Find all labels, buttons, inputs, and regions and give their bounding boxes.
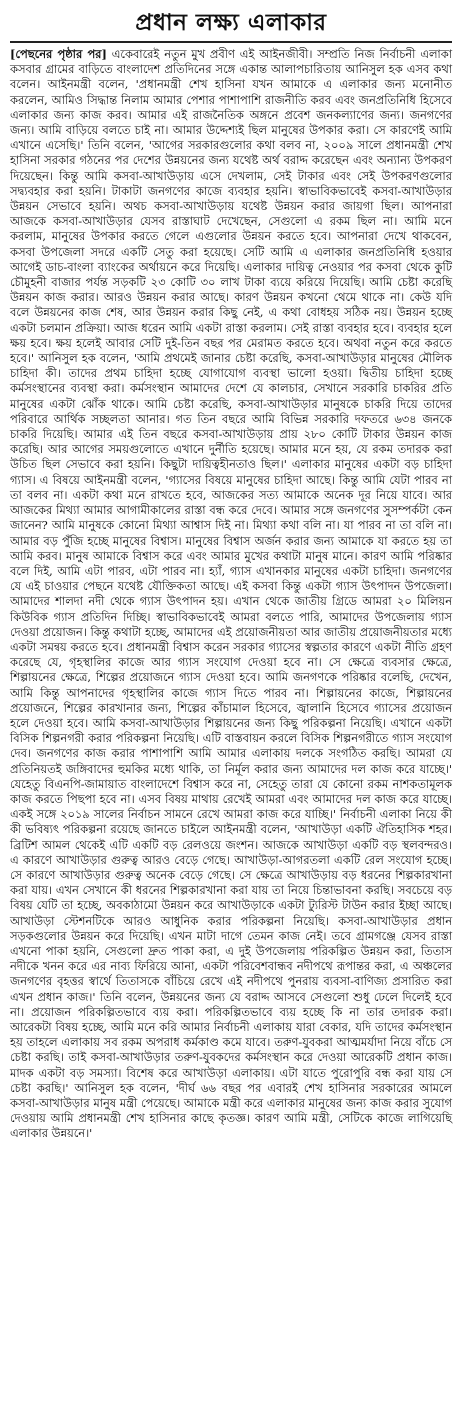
article-paragraph xyxy=(10,47,452,1142)
article-body xyxy=(10,47,452,1142)
headline-bar xyxy=(10,10,452,43)
article-text: একেবারেই নতুন মুখ প্রবীণ এই আইনজীবী। সম্প্রতি নিজ নির্বাচনী এলাকা কসবার গ্রামের বাড়িতে বাংলাদেশ প্রতিদিনের সঙ্গে একান্ত আলাপচারিতায় আনিসুল হক এসব কথা বলেন। আইনমন্ত্রী বলেন, 'প্রধানমন্ত্রী শেখ হাসিনা যখন আমাকে এ এলাকার জন্য মনোনীত করলেন, আমিও সিদ্ধান্ত নিলাম আমার পেশার পাশাপাশি রাজনীতি করব এবং জনপ্রতিনিধি হিসেবে এলাকার জন্য কাজ করব। আমার এই রাজনৈতিক অঙ্গনে প্রবেশ জনকল্যাণের জন্য। জনগণের জন্য। আমি বাড়িয়ে বলতে চাই না। আমার উদ্দেশ্যই ছিল মানুষের উপকার করা। সে কারণেই আমি এখানে এসেছি।' তিনি বলেন, 'আগের সরকারগুলোর কথা বলব না, ২০০৯ সালে প্রধানমন্ত্রী শেখ হাসিনা সরকার গঠনের পর দেশের উন্নয়নের জন্য যথেষ্ট অর্থ বরাদ্দ করেছেন এবং অন্যান্য উপকরণ দিয়েছেন। কিন্তু আমি কসবা-আখাউড়ায় এসে দেখলাম, সেই টাকার এবং সেই উপকরণগুলোর সদ্ব্যবহার করা হয়নি। টাকাটা জনগণের কাজে ব্যবহার হয়নি। স্বাভাবিকভাবেই কসবা-আখাউড়ার উন্নয়ন সেভাবে হয়নি। অথচ কসবা-আখাউড়ায় যথেষ্ট উন্নয়ন করার জায়গা ছিল। আপনারা আজকে কসবা-আখাউড়ার যেসব রাস্তাঘাট দেখেছেন, সেগুলো এ রকম ছিল না। আমি মনে করলাম, মানুষের উপকার করতে গেলে এগুলোর উন্নয়ন করতে হবে। আপনারা দেখে থাকবেন, কসবা উপজেলা সদরে একটি সেতু করা হয়েছে। সেটি আমি এ এলাকার জনপ্রতিনিধি হওয়ার আগেই ডাচ-বাংলা ব্যাংকের অর্থায়নে করে দিয়েছি। এলাকার দায়িত্ব নেওয়ার পর কসবা থেকে কুটি চৌমুহনী বাজার পর্যন্ত সড়কটি ২৩ কোটি ৩০ লাখ টাকা ব্যয়ে করিয়ে দিয়েছি। আমি চেষ্টা করেছি উন্নয়ন কাজ করার। আরও উন্নয়ন করার আছে। কারণ উন্নয়ন কখনো থেমে থাকে না। কেউ যদি বলে উন্নয়নের কাজ শেষ, আর উন্নয়ন করার কিছু নেই, এ কথা বোধহয় সঠিক নয়। উন্নয়ন হচ্ছে একটা চলমান প্রক্রিয়া। আজ ধরেন আমি একটা রাস্তা করলাম। সেই রাস্তা ব্যবহার হবে। ব্যবহার হলে ক্ষয় হবে। ক্ষয় হলেই আবার সেটি দুই-তিন বছর পর মেরামত করতে হবে। অথবা নতুন করে করতে হবে।' আনিসুল হক বলেন, 'আমি প্রথমেই জানার চেষ্টা করেছি, কসবা-আখাউড়ার মানুষের মৌলিক চাহিদা কী। তাদের প্রথম চাহিদা হচ্ছে যোগাযোগ ব্যবস্থা ভালো হওয়া। দ্বিতীয় চাহিদা হচ্ছে কর্মসংস্থানের ব্যবস্থা করা। কর্মসংস্থান আমাদের দেশে যে কালচার, সেখানে সরকারি চাকরির প্রতি মানুষের একটা ঝোঁক থাকে। আমি চেষ্টা করেছি, কসবা-আখাউড়ার মানুষকে চাকরি দিয়ে তাদের পরিবারে আর্থিক সচ্ছলতা আনার। গত তিন বছরে আমি বিভিন্ন সরকারি দফতরে ৬৩৪ জনকে চাকরি দিয়েছি। আমার এই তিন বছরে কসবা-আখাউড়ায় প্রায় ২৮০ কোটি টাকার উন্নয়ন কাজ করেছি। আর আগের সময়গুলোতে এখানে দুর্নীতি হয়েছে। আমার মনে হয়, যে রকম তদারক করা উচিত ছিল সেভাবে করা হয়নি। কিছুটা দায়িত্বহীনতাও ছিল।' এলাকার মানুষের একটা বড় চাহিদা গ্যাস। এ বিষয়ে আইনমন্ত্রী বলেন, 'গ্যাসের বিষয়ে মানুষের চাহিদা আছে। কিন্তু আমি যেটা পারব না তা বলব না। একটা কথা মনে রাখতে হবে, আজকের সত্য আমাকে অনেক দূর নিয়ে যাবে। আর আজকের মিথ্যা আমার আগামীকালের রাস্তা বন্ধ করে দেবে। আমার সঙ্গে জনগণের সুসম্পর্কটা কেন জানেন? আমি মানুষকে কোনো মিথ্যা আশ্বাস দিই না। মিথ্যা কথা বলি না। যা পারব না তা বলি না। আমার বড় পুঁজি হচ্ছে মানুষের বিশ্বাস। মানুষের বিশ্বাস অর্জন করার জন্য আমাকে যা করতে হয় তা আমি করব। মানুষ আমাকে বিশ্বাস করে এবং আমার মুখের কথাটা মানুষ মানে। কারণ আমি পরিষ্কার বলে দিই, আমি এটা পারব, এটা পারব না। হ্যাঁ, গ্যাস এখানকার মানুষের একটা চাহিদা। জনগণের যে এই চাওয়ার পেছনে যথেষ্ট যৌক্তিকতা আছে। এই কসবা কিন্তু একটা গ্যাস উৎপাদন উপজেলা। আমাদের শালদা নদী থেকে গ্যাস উৎপাদন হয়। এখান থেকে জাতীয় গ্রিডে আমরা ২০ মিলিয়ন কিউবিক গ্যাস প্রতিদিন দিচ্ছি। স্বাভাবিকভাবেই আমরা বলতে পারি, আমাদের উপজেলায় গ্যাস দেওয়া প্রয়োজন। কিন্তু কথাটা হচ্ছে, আমাদের এই প্রয়োজনীয়তা আর জাতীয় প্রয়োজনীয়তার মধ্যে একটা সমন্বয় করতে হবে। প্রধানমন্ত্রী বিশ্বাস করেন সরকার গ্যাসের স্বল্পতার কারণে একটা নীতি গ্রহণ করেছে যে, গৃহস্থালির কাজে আর গ্যাস সংযোগ দেওয়া হবে না। সে ক্ষেত্রে ব্যবসার ক্ষেত্রে, শিল্পায়নের ক্ষেত্রে, শিল্পের প্রয়োজনে গ্যাস দেওয়া হবে। আমি জনগণকে পরিষ্কার বলেছি, দেখেন, আমি কিন্তু আপনাদের গৃহস্থালির কাজে গ্যাস দিতে পারব না। শিল্পায়নের কাজে, শিল্পায়নের প্রয়োজনে, শিল্পের কারখানার জন্য, শিল্পের কাঁচামাল হিসেবে, জ্বালানি হিসেবে গ্যাসের প্রয়োজন হলে দেওয়া হবে। আমি কসবা-আখাউড়ার শিল্পায়নের জন্য কিছু পরিকল্পনা নিয়েছি। এখানে একটা বিসিক শিল্পনগরী করার পরিকল্পনা নিয়েছি। এটি বাস্তবায়ন করলে বিসিক শিল্পনগরীতে গ্যাস সংযোগ দেব। জনগণের কাজ করার পাশাপাশি আমি আমার এলাকায় দলকে সংগঠিত করছি। আমরা যে প্রতিনিয়তই জঙ্গিবাদের হুমকির মধ্যে থাকি, তা নির্মূল করার জন্য আমাদের দল কাজ করে যাচ্ছে।' যেহেতু বিএনপি-জামায়াত বাংলাদেশে বিশ্বাস করে না, সেহেতু তারা যে কোনো রকম নাশকতামূলক কাজ করতে পিছপা হবে না। এসব বিষয় মাথায় রেখেই আমরা এবং আমাদের দল কাজ করে যাচ্ছে। একই সঙ্গে ২০১৯ সালের নির্বাচন সামনে রেখে আমরা কাজ করে যাচ্ছি।' নির্বাচনী এলাকা নিয়ে কী কী ভবিষ্যৎ পরিকল্পনা রয়েছে জানতে চাইলে আইনমন্ত্রী বলেন, 'আখাউড়া একটি ঐতিহাসিক শহর। ব্রিটিশ আমল থেকেই এটি একটি বড় রেলওয়ে জংশন। আজকে আখাউড়া একটি বড় স্থলবন্দরও। এ কারণে আখাউড়ার গুরুত্ব আরও বেড়ে গেছে। আখাউড়া-আগরতলা একটি রেল সংযোগ হচ্ছে। সে কারণে আখাউড়ার গুরুত্ব অনেক বেড়ে গেছে। সে ক্ষেত্রে আখাউড়ায় বড় ধরনের শিল্পকারখানা করা যায়। এখন সেখানে কী ধরনের শিল্পকারখানা করা যায় তা নিয়ে চিন্তাভাবনা করছি। সবচেয়ে বড় বিষয় যেটি তা হচ্ছে, অবকাঠামো উন্নয়ন করে আখাউড়াকে একটা ট্যুরিস্ট টাউন করার ইচ্ছা আছে। আখাউড়া স্টেশনটিকে আরও আধুনিক করার পরিকল্পনা নিয়েছি। কসবা-আখাউড়ার প্রধান সড়কগুলোর উন্নয়ন করে দিয়েছি। এখন মাটা দাগে তেমন কাজ নেই। তবে গ্রামগঞ্জে যেসব রাস্তা এখনো পাকা হয়নি, সেগুলো দ্রুত পাকা করা, এ দুই উপজেলায় পরিকল্পিত উন্নয়ন করা, তিতাস নদীকে খনন করে এর নাব্য ফিরিয়ে আনা, একটা পরিবেশবান্ধব নদীপথে রূপান্তর করা, এ অঞ্চলের জনগণের বৃহত্তর স্বার্থে তিতাসকে বাঁচিয়ে রেখে এই নদীপথে পুনরায় ব্যবসা-বাণিজ্য প্রসারিত করা এখন প্রধান কাজ।' তিনি বলেন, উন্নয়নের জন্য যে বরাদ্দ আসবে সেগুলো শুধু ঢেলে দিলেই হবে না। প্রয়োজন পরিকল্পিতভাবে ব্যয় করা। পরিকল্পিতভাবে ব্যয় হচ্ছে কি না তার তদারক করা। আরেকটা বিষয় হচ্ছে, আমি মনে করি আমার নির্বাচনী এলাকায় যারা বেকার, যদি তাদের কর্মসংস্থান হয় তাহলে এলাকায় সব রকম অপরাধ কর্মকাণ্ড কমে যাবে। তরুণ-যুবকরা আত্মমর্যাদা নিয়ে বাঁচে সে চেষ্টা করছি। তাই কসবা-আখাউড়ার তরুণ-যুবকদের কর্মসংস্থান করে দেওয়া আরেকটি প্রধান কাজ। মাদক একটা বড় সমস্যা। বিশেষ করে আখাউড়া এলাকায়। এটা যাতে পুরোপুরি বন্ধ করা যায় সে চেষ্টা করছি।' আনিসুল হক বলেন, 'দীর্ঘ ৬৬ বছর পর এবারই শেখ হাসিনার সরকারের আমলে কসবা-আখাউড়ার মানুষ মন্ত্রী পেয়েছে। আমাকে মন্ত্রী করে এলাকার মানুষের জন্য কাজ করার সুযোগ দেওয়ায় আমি প্রধানমন্ত্রী শেখ হাসিনার কাছে কৃতজ্ঞ। কারণ আমি মন্ত্রী, সেটিকে কাজে লাগিয়েছি এলাকার উন্নয়নে।' xyxy=(10,47,453,1141)
article-headline: প্রধান লক্ষ্য এলাকার xyxy=(135,10,327,36)
continued-from-label: [পেছনের পৃষ্ঠার পর] xyxy=(10,47,107,61)
